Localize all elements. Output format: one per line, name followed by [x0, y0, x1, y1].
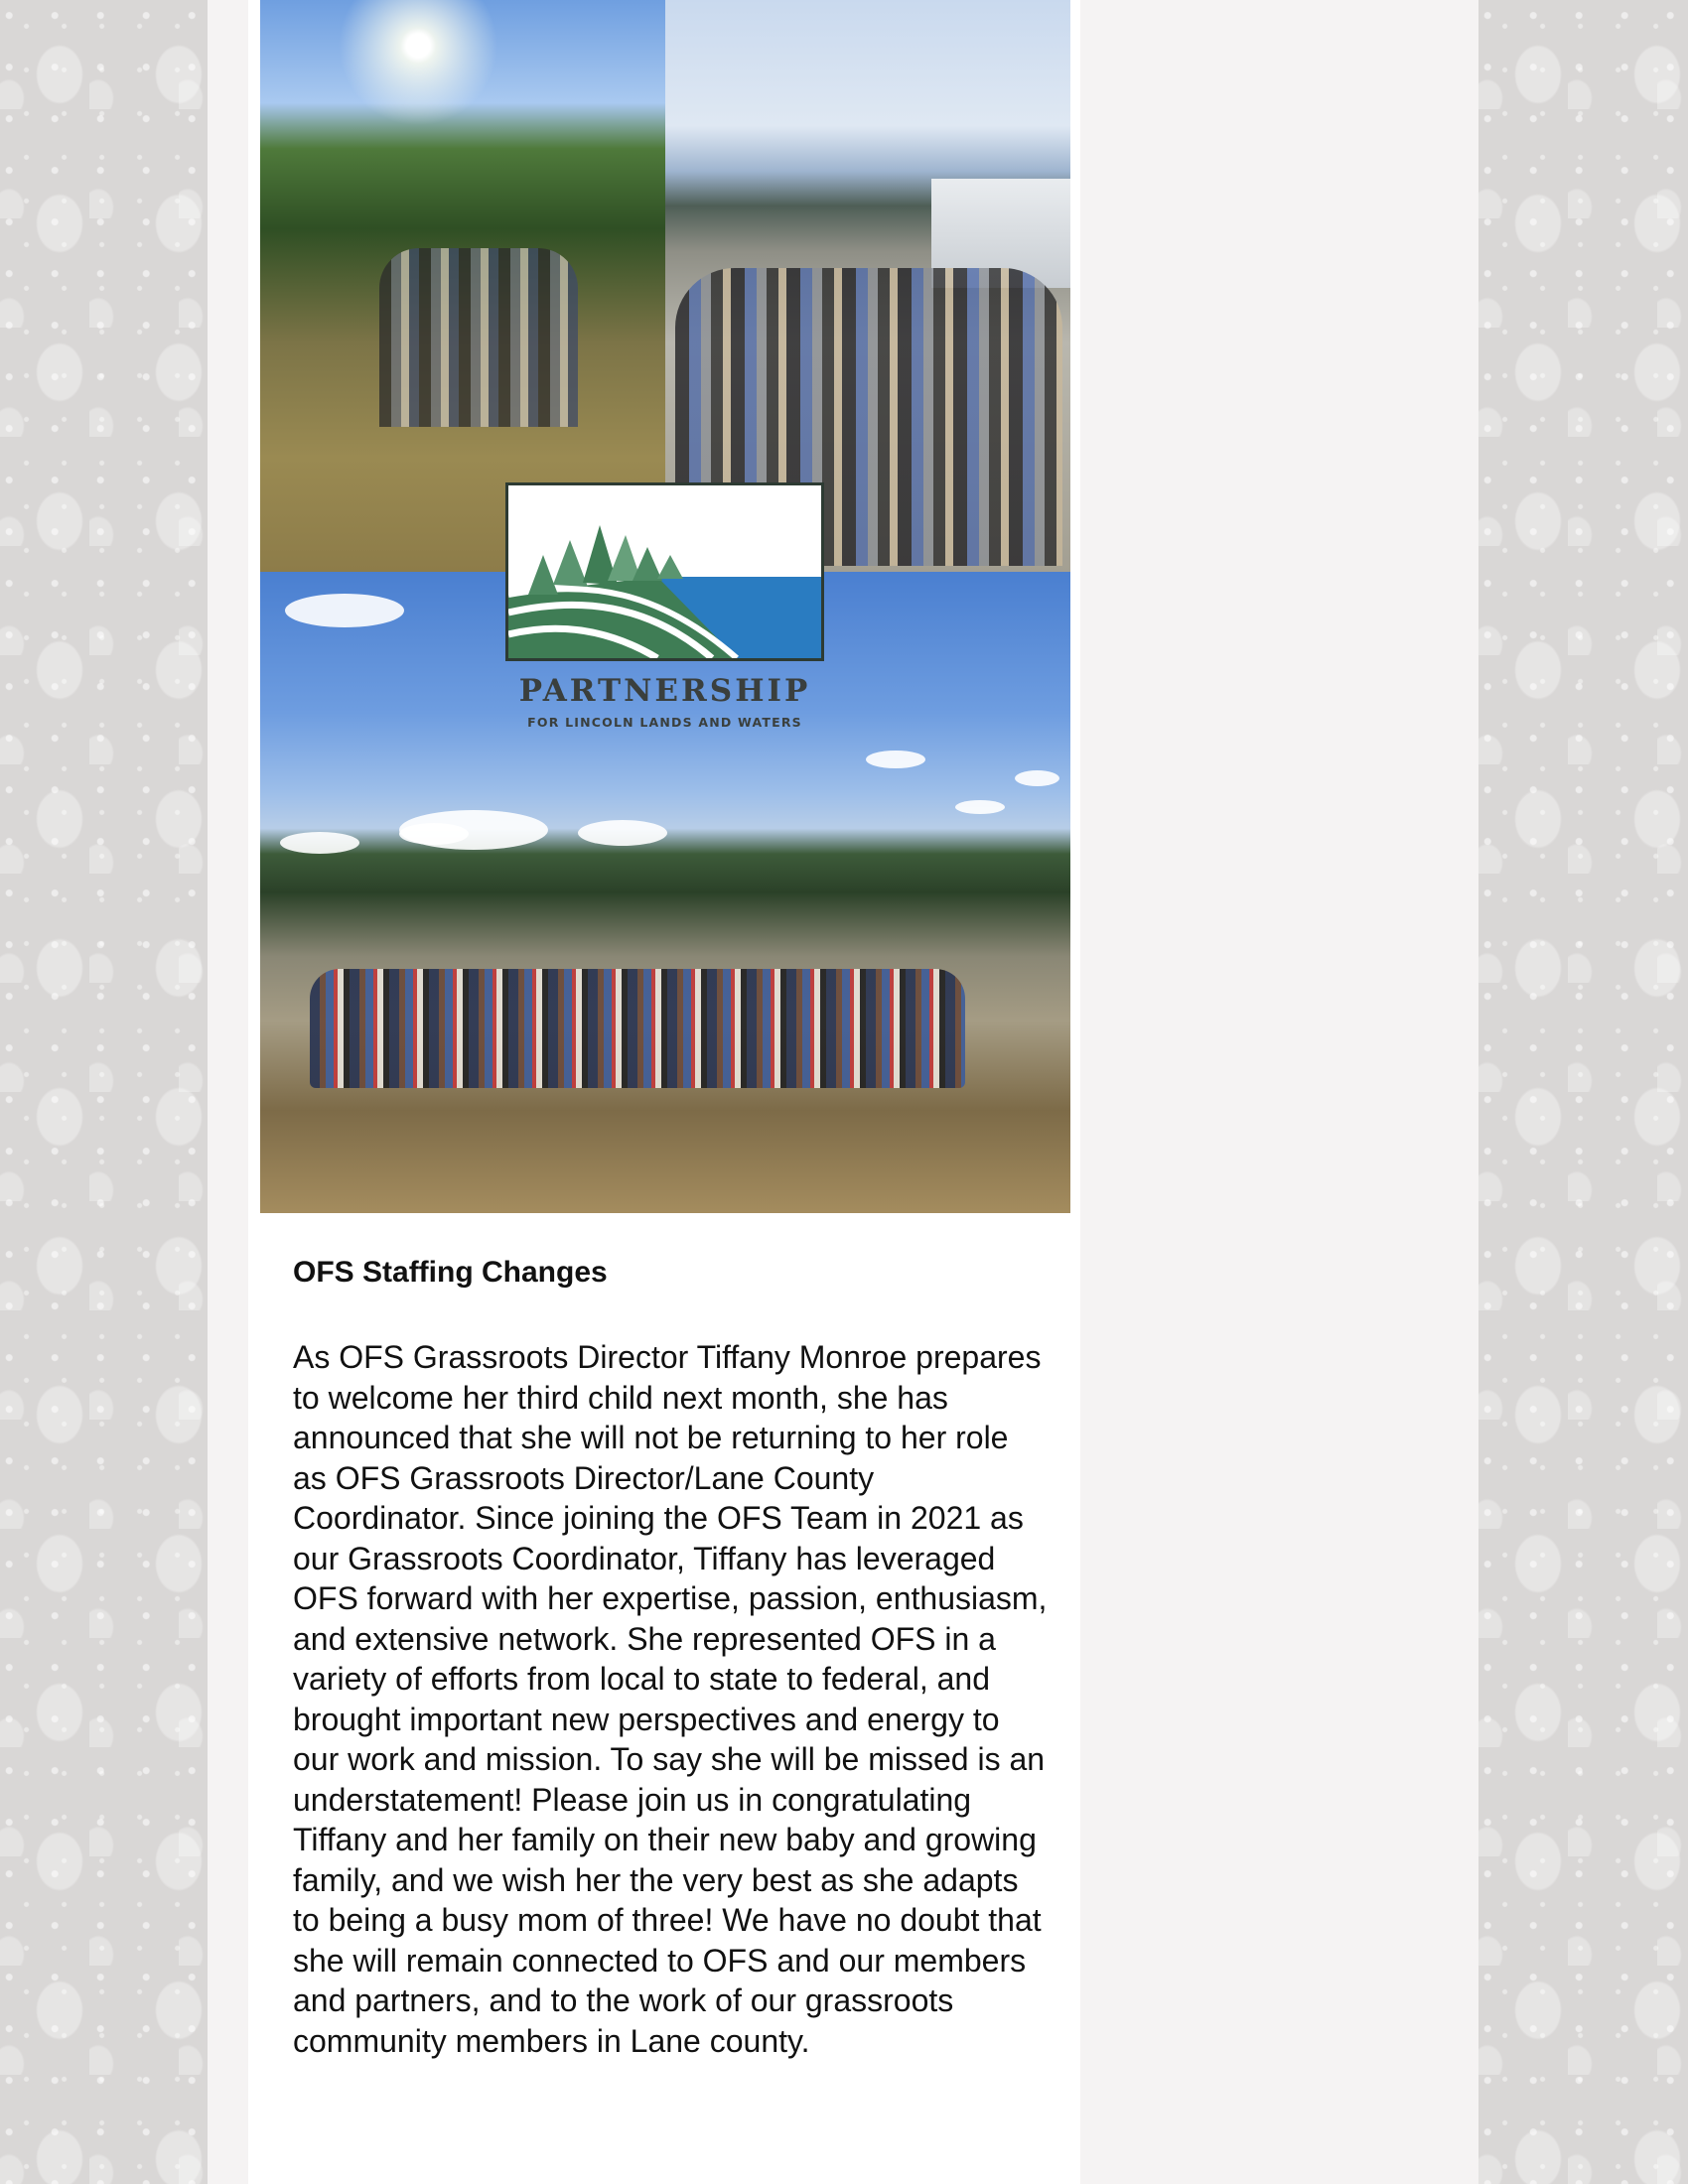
- logo-wordmark: PARTNERSHIP: [518, 673, 811, 709]
- article-title: OFS Staffing Changes: [293, 1256, 608, 1289]
- partnership-logo: [505, 482, 824, 661]
- logo-text-block: [505, 661, 824, 741]
- decorative-side-panel-left: [0, 0, 208, 2184]
- logo-graphic: [508, 485, 821, 658]
- tour-group-people: [379, 248, 578, 427]
- logo-subtitle: FOR LINCOLN LANDS AND WATERS: [527, 715, 802, 730]
- decorative-side-panel-right: [1478, 0, 1688, 2184]
- group-of-people: [310, 969, 965, 1088]
- article-body: As OFS Grassroots Director Tiffany Monroe prepares to welcome her third child next month, she has announced that she will not be returning to her role as OFS Grassroots Director/Lane County Coordinator. Since joining the OFS Team in 2021 as our Grassroots Coordinator, Tiffany has leveraged OFS forward with her expertise, passion, enthusiasm, and extensive network. She represented OFS in a variety of efforts from local to state to federal, and brought important new perspectives and energy to our work and mission. To say she will be missed is an understatement! Please join us in congratulating Tiffany and her family on their new baby and growing family, and we wish her the very best as she adapts to being a busy mom of three! We have no doubt that she will remain connected to OFS and our members and partners, and to the work of our grassroots community members in Lane county.: [293, 1339, 1048, 2059]
